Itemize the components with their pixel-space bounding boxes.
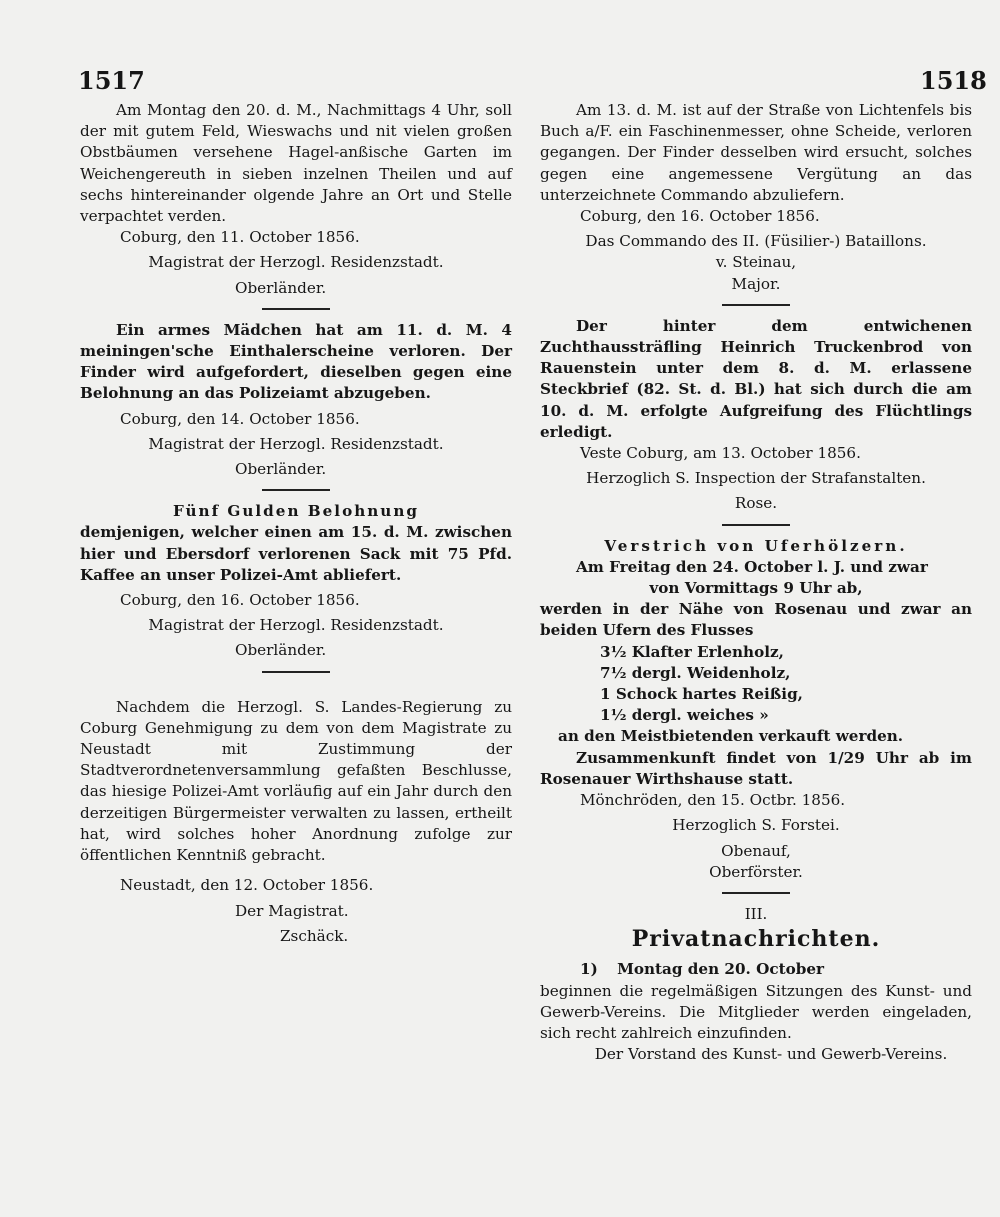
divider <box>722 304 790 306</box>
notice-signer: Oberländer. <box>235 641 327 660</box>
left-column <box>80 100 512 947</box>
notice-reward <box>80 501 512 661</box>
notice-police-office <box>80 697 512 947</box>
notice-date: Veste Coburg, am 13. October 1856. <box>580 444 861 463</box>
notice-date: Coburg, den 16. October 1856. <box>120 591 360 610</box>
notice-issuer: Das Commando des II. (Füsilier-) Bataillons. <box>585 232 927 251</box>
notice-text: Nachdem die Herzogl. S. Landes-Regierung zu Coburg Genehmigung zu dem von dem Magistrate zu Neustadt mit Zustimmung der Stadtverordnetenversammlung gefaßten Beschlusse, das hiesige Polizei-Amt vorläufig auf ein Jahr durch den derzeitigen Bürgermeister verwalten zu lassen, ertheilt hat, wird solches hoher Anordnung zufolge zur öffentlichen Kenntniß gebracht. <box>80 697 512 865</box>
notice-date: Mönchröden, den 15. Octbr. 1856. <box>580 791 846 810</box>
notice-text: Ein armes Mädchen hat am 11. d. M. 4 meiningen'sche Einthalerscheine verloren. Der Finder wird aufgefordert, dieselben gegen eine Belohnung an das Polizeiamt abzugeben. <box>80 320 512 403</box>
notice-lost-banknotes <box>80 320 512 480</box>
auction-time-line: von Vormittags 9 Uhr ab, <box>649 579 863 598</box>
notice-signer: Oberländer. <box>235 278 327 297</box>
notice-signer: Rose. <box>734 494 778 513</box>
notice-issuer: Magistrat der Herzogl. Residenzstadt. <box>148 253 444 272</box>
notice-issuer: Herzoglich S. Forstei. <box>672 816 840 835</box>
section-number: III. <box>744 904 768 923</box>
notice-text: Der hinter dem entwichenen Zuchthaussträfling Heinrich Truckenbrod von Rauenstein unter dem 8. d. M. erlassene Steckbrief (82. St. d. Bl.) hat sich durch die am 10. d. M. erfolgte Aufgreifung des Flüchtlings erledigt. <box>540 316 972 441</box>
notice-title: Verstrich von Uferhölzern. <box>604 536 908 555</box>
notice-signer: v. Steinau, <box>715 253 797 272</box>
notice-issuer: Magistrat der Herzogl. Residenzstadt. <box>148 434 444 453</box>
notice-date: Coburg, den 11. October 1856. <box>120 228 360 247</box>
page-number-left: 1517 <box>78 66 145 95</box>
divider <box>722 892 790 894</box>
notice-date: Coburg, den 16. October 1856. <box>580 207 820 226</box>
notice-issuer: Magistrat der Herzogl. Residenzstadt. <box>148 616 444 635</box>
divider <box>722 524 790 526</box>
notice-date: Coburg, den 14. October 1856. <box>120 409 360 428</box>
auction-item: 7½ dergl. Weidenholz, <box>600 663 791 682</box>
notice-issuer: Herzoglich S. Inspection der Strafanstalten. <box>586 469 926 488</box>
notice-text: Am 13. d. M. ist auf der Straße von Lichtenfels bis Buch a/F. ein Faschinenmesser, ohne Scheide, verloren gegangen. Der Finder desselben wird ersucht, solches gegen eine angemessene Vergütung an das unterzeichnete Commando abzuliefern. <box>540 101 972 204</box>
notice-date: Neustadt, den 12. October 1856. <box>120 876 374 895</box>
auction-meeting-text: Zusammenkunft findet von 1/29 Uhr ab im Rosenauer Wirthshause statt. <box>540 748 972 788</box>
notice-rank: Oberförster. <box>709 862 803 881</box>
notice-timber-auction <box>540 536 972 883</box>
notice-warrant-cancelled <box>540 316 972 515</box>
notice-signer: Obenauf, <box>721 841 791 860</box>
notice-text: Am Montag den 20. d. M., Nachmittags 4 Uhr, soll der mit gutem Feld, Wieswachs und nit vielen großen Obstbäumen versehene Hagel-anßische Garten im Weichengereuth in sieben inzelnen Theilen und auf sechs hintereinander olgende Jahre an Ort und Stelle verpachtet verden. <box>80 101 512 226</box>
notice-signer: Oberländer. <box>235 460 327 479</box>
auction-date-line: Am Freitag den 24. October l. J. und zwar <box>576 557 928 576</box>
right-column <box>540 100 972 1065</box>
notice-text: beginnen die regelmäßigen Sitzungen des Kunst- und Gewerb-Vereins. Die Mitglieder werden eingeladen, sich recht zahlreich einzufinden. <box>540 981 972 1042</box>
notice-title: Fünf Gulden Belohnung <box>172 502 419 521</box>
notice-date-line: Montag den 20. October <box>617 960 825 979</box>
item-number: 1) <box>580 960 598 979</box>
auction-item: 1½ dergl. weiches » <box>600 706 769 725</box>
auction-sale-line: an den Meistbietenden verkauft werden. <box>558 727 904 746</box>
notice-garden-lease <box>80 100 512 299</box>
notice-text: demjenigen, welcher einen am 15. d. M. zwischen hier und Ebersdorf verlorenen Sack mit 75 Pfd. Kaffee an unser Polizei-Amt abliefert. <box>80 523 512 584</box>
section-heading: Privatnachrichten. <box>631 926 881 953</box>
notice-signer: Der Vorstand des Kunst- und Gewerb-Vereins. <box>594 1045 948 1064</box>
page-number-right: 1518 <box>920 66 987 95</box>
auction-item: 1 Schock hartes Reißig, <box>600 685 803 704</box>
divider <box>262 308 330 310</box>
notice-signer: Zschäck. <box>280 926 349 945</box>
notice-issuer: Der Magistrat. <box>235 901 349 920</box>
notice-arts-society <box>540 959 972 1065</box>
divider <box>262 671 330 673</box>
divider <box>262 489 330 491</box>
notice-rank: Major. <box>731 274 781 293</box>
auction-location-text: werden in der Nähe von Rosenau und zwar an beiden Ufern des Flusses <box>540 600 972 640</box>
notice-lost-knife <box>540 100 972 295</box>
auction-item: 3½ Klafter Erlenholz, <box>600 642 784 661</box>
